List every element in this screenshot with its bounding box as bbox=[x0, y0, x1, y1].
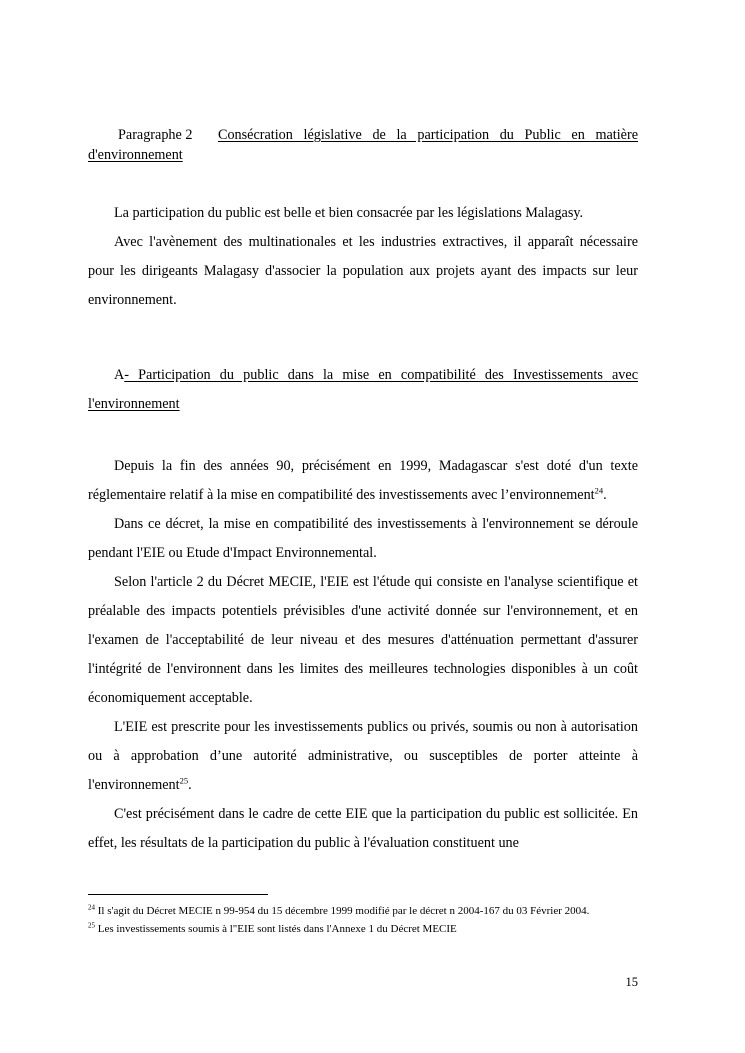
footnote bbox=[88, 902, 638, 920]
footnote-number: 24 bbox=[88, 903, 95, 912]
footnotes bbox=[88, 902, 638, 938]
body-block bbox=[88, 452, 638, 858]
section-heading bbox=[88, 125, 638, 165]
footnote-number: 25 bbox=[88, 921, 95, 930]
body-paragraph bbox=[88, 713, 638, 800]
subheading-letter: A bbox=[114, 367, 125, 383]
footnote-divider bbox=[88, 894, 268, 895]
subheading-title: - Participation du public dans la mise en compatibilité des Investissements avec l'environnement bbox=[88, 367, 638, 412]
body-paragraph: C'est précisément dans le cadre de cette EIE que la participation du public est sollicitée. En effet, les résultats de la participation du public à l'évaluation constituent une bbox=[88, 806, 638, 851]
footnote-text: Les investissements soumis à l"EIE sont listés dans l'Annexe 1 du Décret MECIE bbox=[95, 923, 457, 935]
body-paragraph: Selon l'article 2 du Décret MECIE, l'EIE est l'étude qui consiste en l'analyse scientifique et préalable des impacts potentiels prévisibles d'une activité donnée sur l'environnement, et en l'examen de l'acceptabilité de leur niveau et des mesures d'atténuation permettant d'assurer l'intégrité de l'environnent dans les limites des meilleures technologies disponibles à un coût économiquement acceptable. bbox=[88, 574, 638, 706]
footnote bbox=[88, 920, 638, 938]
subsection-heading bbox=[88, 361, 638, 419]
body-paragraph bbox=[88, 452, 638, 510]
body-paragraph: Dans ce décret, la mise en compatibilité des investissements à l'environnement se déroule pendant l'EIE ou Etude d'Impact Environnemental. bbox=[88, 516, 638, 561]
page-number: 15 bbox=[625, 975, 638, 989]
footnote-ref: 24 bbox=[594, 485, 604, 496]
paragraph-text: L'EIE est prescrite pour les investissements publics ou privés, soumis ou non à autorisation ou à approbation d’une autorité administrative, ou susceptibles de porter atteinte à l'environnement bbox=[88, 719, 638, 793]
intro-paragraph: La participation du public est belle et bien consacrée par les législations Malagasy. bbox=[114, 205, 584, 221]
footnote-text: Il s'agit du Décret MECIE n 99-954 du 15 décembre 1999 modifié par le décret n 2004-167 du 03 Février 2004. bbox=[95, 905, 590, 917]
paragraph-end: . bbox=[188, 777, 192, 793]
footnote-ref: 25 bbox=[179, 775, 189, 786]
heading-label: Paragraphe 2 bbox=[118, 127, 193, 143]
intro-paragraph: Avec l'avènement des multinationales et les industries extractives, il apparaît nécessaire pour les dirigeants Malagasy d'associer la population aux projets ayant des impacts sur leur environnement. bbox=[88, 234, 638, 308]
intro-block bbox=[88, 199, 638, 315]
document-page bbox=[88, 0, 638, 1053]
heading-title: Consécration législative de la participation du Public en matière d'environnement bbox=[88, 127, 638, 163]
paragraph-end: . bbox=[603, 487, 607, 503]
paragraph-text: Depuis la fin des années 90, précisément en 1999, Madagascar s'est doté d'un texte réglementaire relatif à la mise en compatibilité des investissements avec l’environnement bbox=[88, 458, 638, 503]
